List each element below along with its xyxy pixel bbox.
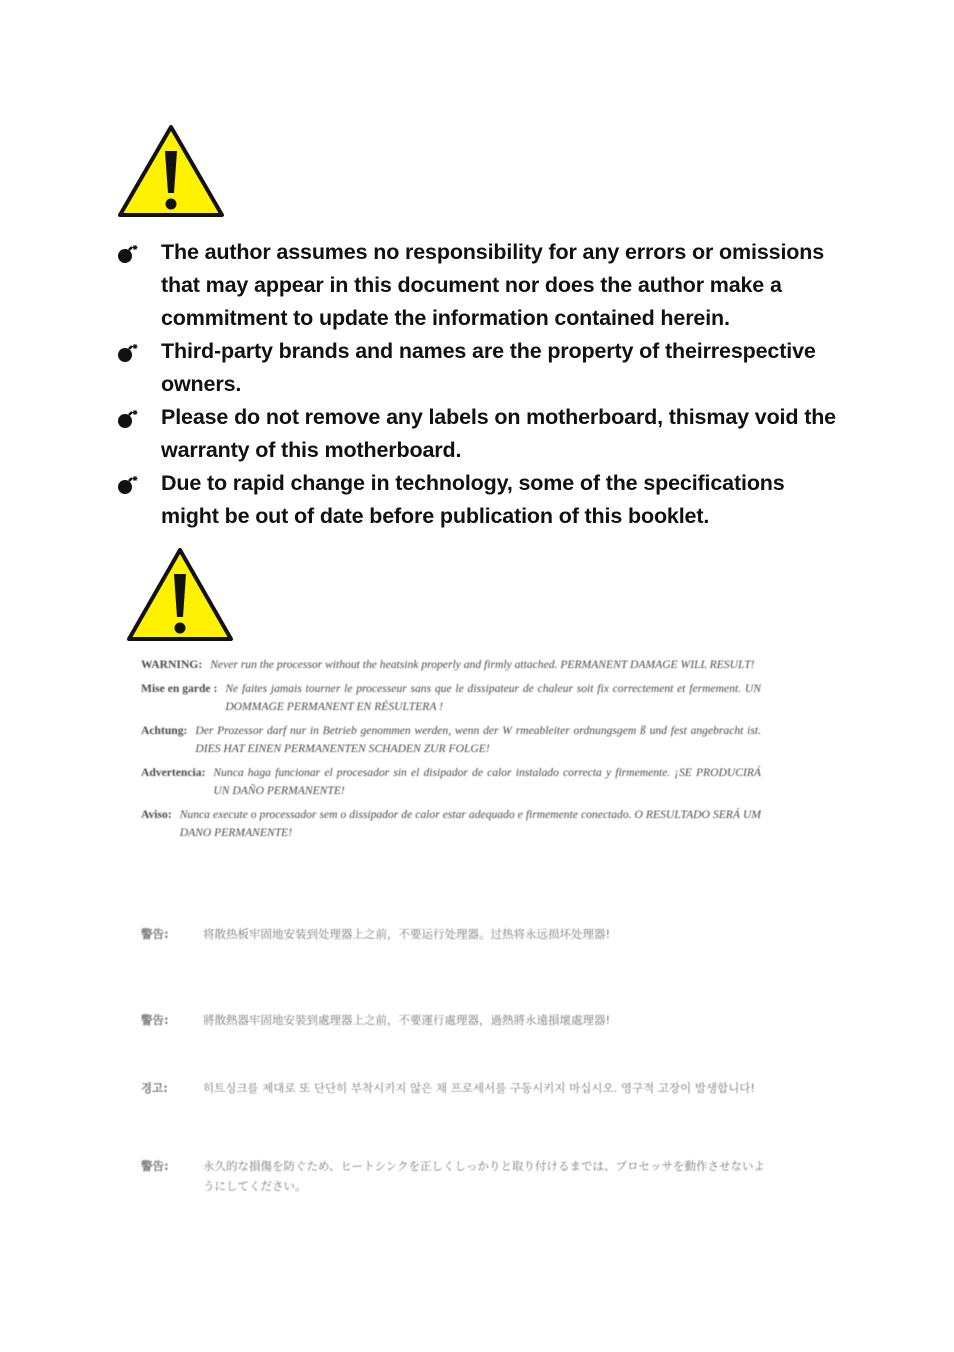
warning-pt: [141, 806, 761, 842]
warning-text: 将散热板牢固地安装到处理器上之前，不要运行处理器。过热将永远损坏处理器!: [203, 927, 611, 941]
warning-es: [141, 764, 761, 800]
bomb-icon: [116, 244, 142, 264]
warning-triangle-icon: [125, 546, 235, 643]
disclaimer-item: [116, 467, 846, 533]
warning-label: Advertencia:: [141, 766, 206, 779]
bomb-icon: [116, 475, 142, 495]
warning-text: Nunca haga funcionar el procesador sin el disipador de calor instalado correcta y firmemente. ¡SE PRODUCIRÁ UN DAÑO PERMANENTE!: [213, 766, 761, 797]
warning-label: 警告:: [141, 1159, 169, 1173]
heatsink-warnings: [141, 656, 761, 848]
warning-text: 히트싱크를 제대로 또 단단히 부착시키지 않은 채 프로세서를 구동시키지 마십시오. 영구적 고장이 발생합니다!: [203, 1081, 756, 1095]
disclaimer-text: The author assumes no responsibility for any errors or omissions that may appear in this document nor does the author make a commitment to update the information contained herein.: [161, 240, 825, 330]
warning-label: Aviso:: [141, 808, 172, 821]
warning-label: Achtung:: [141, 724, 188, 737]
warning-en: [141, 656, 761, 674]
warning-korean: [141, 1078, 771, 1098]
warning-text: 將散熱器牢固地安裝到處理器上之前，不要運行處理器，過熱將永遠損壞處理器!: [203, 1013, 611, 1027]
warning-zh-simplified: [141, 924, 771, 944]
disclaimer-item: [116, 236, 846, 335]
warning-label: 警告:: [141, 1013, 169, 1027]
warning-de: [141, 722, 761, 758]
warning-text: Ne faites jamais tourner le processeur sans que le dissipateur de chaleur soit fix correctement et fermement. UN DOMMAGE PERMANENT EN RÉSULTERA !: [225, 682, 761, 713]
warning-label: 警告:: [141, 927, 169, 941]
disclaimer-text: Due to rapid change in technology, some of the specifications might be out of date before publication of this booklet.: [161, 471, 785, 528]
disclaimer-text: Please do not remove any labels on motherboard, thismay void the warranty of this motherboard.: [161, 405, 836, 462]
warning-fr: [141, 680, 761, 716]
warning-triangle-icon: [116, 123, 226, 219]
warning-label: 경고:: [141, 1081, 168, 1095]
warning-text: Never run the processor without the heatsink properly and firmly attached. PERMANENT DAMAGE WILL RESULT!: [210, 658, 755, 671]
disclaimer-item: [116, 401, 846, 467]
warning-text: Nunca execute o processador sem o dissipador de calor estar adequado e firmemente conectado. O RESULTADO SERÁ UM DANO PERMANENTE!: [179, 808, 761, 839]
disclaimer-item: [116, 335, 846, 401]
warning-text: 永久的な損傷を防ぐため、ヒートシンクを正しくしっかりと取り付けるまでは、プロセッサを動作させないようにしてください。: [203, 1159, 766, 1193]
warning-text: Der Prozessor darf nur in Betrieb genommen werden, wenn der W rmeableiter ordnungsgem ß und fest angebracht ist. DIES HAT EINEN PERMANENTEN SCHADEN ZUR FOLGE!: [195, 724, 761, 755]
warning-zh-traditional: [141, 1010, 771, 1030]
warning-japanese: [141, 1156, 771, 1196]
bomb-icon: [116, 409, 142, 429]
warning-label: Mise en garde :: [141, 682, 218, 695]
bomb-icon: [116, 343, 142, 363]
disclaimer-text: Third-party brands and names are the property of theirrespective owners.: [161, 339, 816, 396]
disclaimer-list: [116, 236, 846, 533]
warning-label: WARNING:: [141, 658, 203, 671]
